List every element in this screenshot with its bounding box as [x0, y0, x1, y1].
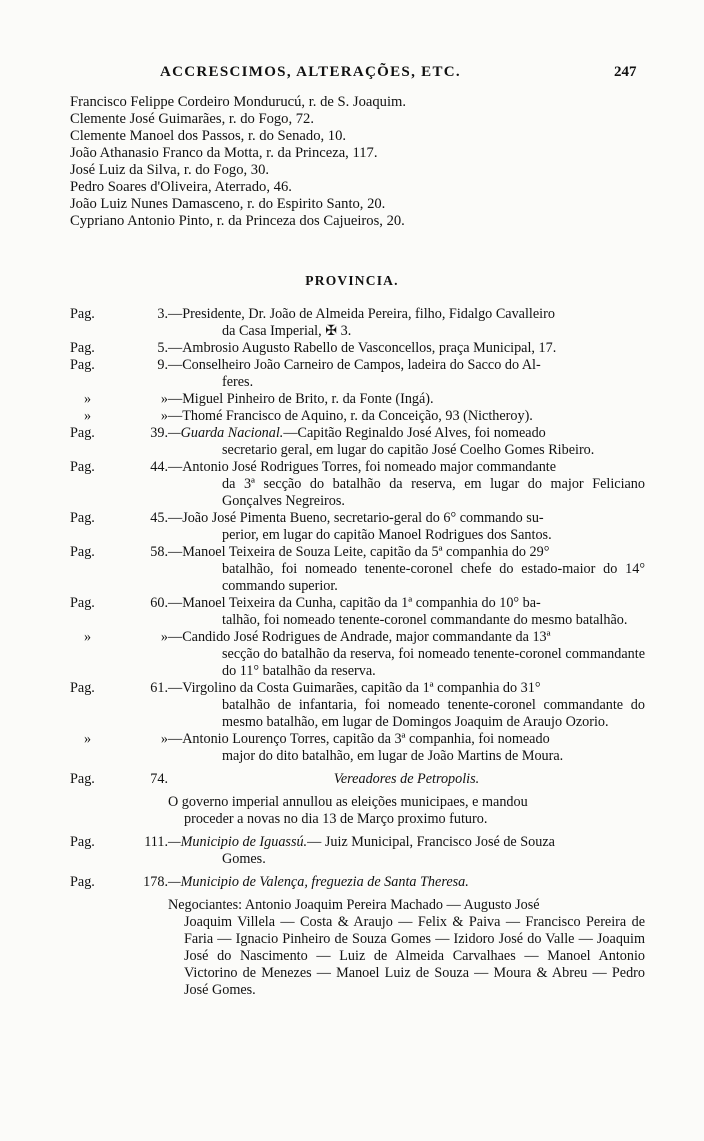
entry-number: 61. — [150, 680, 168, 696]
entry-number: 3. — [157, 306, 168, 322]
entry-text: — Juiz Municipal, Francisco José de Souza — [307, 834, 555, 850]
entry — [70, 306, 645, 340]
entry-ref: Pag. — [70, 834, 95, 850]
entry-text: —Capitão Reginaldo José Alves, foi nomeado — [283, 425, 546, 441]
page-header — [0, 64, 704, 88]
entry-number: 5. — [157, 340, 168, 356]
list-item: Francisco Felippe Cordeiro Mondurucú, r. de S. Joaquim. — [70, 94, 407, 110]
list-item: Clemente José Guimarães, r. do Fogo, 72. — [70, 111, 315, 127]
entry-iguassu — [70, 834, 645, 868]
entry-text-cont: feres. — [222, 374, 254, 390]
entry-number: » — [160, 391, 168, 407]
entry-text-cont: secretario geral, em lugar do capitão José Coelho Gomes Ribeiro. — [222, 442, 595, 458]
entry-number: 44. — [150, 459, 168, 475]
entry-number: » — [160, 629, 168, 645]
entry-text-cont: talhão, foi nomeado tenente-coronel commandante do mesmo batalhão. — [222, 612, 628, 628]
entry-number: 45. — [150, 510, 168, 526]
entry-ref: Pag. — [70, 306, 95, 322]
entry-ref: » — [84, 629, 92, 645]
entry-text: —Virgolino da Costa Guimarães, capitão da 1ª companhia do 31° — [168, 680, 541, 696]
provincia-entries — [70, 306, 645, 999]
entry-ref: » — [84, 408, 92, 424]
entry — [70, 340, 645, 357]
entry-text-cont: proceder a novas no dia 13 de Março proximo futuro. — [184, 811, 488, 827]
entry-text-cont: da Casa Imperial, ✠ 3. — [222, 323, 352, 339]
entry-text: —Thomé Francisco de Aquino, r. da Conceição, 93 (Nictheroy). — [168, 408, 533, 424]
entry-text: —Ambrosio Augusto Rabello de Vasconcellos, praça Municipal, 17. — [168, 340, 557, 356]
entry-text-cont: perior, em lugar do capitão Manoel Rodrigues dos Santos. — [222, 527, 552, 543]
list-item: Clemente Manoel dos Passos, r. do Senado, 10. — [70, 128, 347, 144]
entry-text-cont: batalhão de infantaria, foi nomeado tenente-coronel commandante do mesmo batalhão, em lugar de Domingos Joaquim de Araujo Ozorio. — [222, 697, 645, 730]
entry-text-cont: Gomes. — [222, 851, 266, 867]
names-list — [70, 94, 650, 230]
entry — [70, 680, 645, 731]
entry-number: 74. — [150, 771, 168, 787]
entry-ref: Pag. — [70, 357, 95, 373]
entry-text-cont: batalhão, foi nomeado tenente-coronel chefe do estado-maior do 14° commando superior. — [222, 561, 645, 594]
page-number: 247 — [614, 64, 637, 80]
entry-vereadores — [70, 771, 645, 788]
entry-text-cont: major do dito batalhão, em lugar de João Martins de Moura. — [222, 748, 564, 764]
list-item: João Athanasio Franco da Motta, r. da Princeza, 117. — [70, 145, 378, 161]
entry-number: » — [160, 731, 168, 747]
entry-text: —João José Pimenta Bueno, secretario-geral do 6° commando su- — [168, 510, 544, 526]
entry — [70, 391, 645, 408]
entry-heading: —Guarda Nacional. — [168, 425, 284, 441]
entry-valenca — [70, 874, 645, 891]
entry-heading: Vereadores de Petropolis. — [333, 771, 480, 787]
entry-ref: Pag. — [70, 544, 95, 560]
entry-text: —Candido José Rodrigues de Andrade, major commandante da 13ª — [168, 629, 551, 645]
entry-ref: Pag. — [70, 874, 95, 890]
entry-text-cont: da 3ª secção do batalhão da reserva, em lugar do major Feliciano Gonçalves Negreiros. — [222, 476, 645, 509]
entry — [70, 544, 645, 595]
entry-text: —Miguel Pinheiro de Brito, r. da Fonte (Ingá). — [168, 391, 434, 407]
entry-text: —Antonio José Rodrigues Torres, foi nomeado major commandante — [168, 459, 557, 475]
entry — [70, 425, 645, 459]
entry — [70, 357, 645, 391]
entry-text-cont: Joaquim Villela — Costa & Araujo — Felix & Paiva — Francisco Pereira de Faria — Ignacio Pinheiro de Souza Gomes — Izidoro José do Valle — Joaquim José do Nascimento — Luiz de Almeida Carvalhaes — Manoel Antonio Victorino de Menezes — Manoel Luiz de Souza — Moura & Abreu — Pedro José Gomes. — [184, 914, 645, 998]
entry-text: O governo imperial annullou as eleições municipaes, e mandou — [168, 794, 528, 810]
entry-ref: » — [84, 731, 92, 747]
entry-heading: —Municipio de Iguassú. — [168, 834, 308, 850]
running-title: ACCRESCIMOS, ALTERAÇÕES, ETC. — [160, 64, 461, 80]
entry-ref: Pag. — [70, 771, 95, 787]
entry — [70, 595, 645, 629]
list-item: Cypriano Antonio Pinto, r. da Princeza dos Cajueiros, 20. — [70, 213, 405, 229]
list-item: José Luiz da Silva, r. do Fogo, 30. — [70, 162, 270, 178]
entry — [70, 459, 645, 510]
entry-text: —Conselheiro João Carneiro de Campos, ladeira do Sacco do Al- — [168, 357, 541, 373]
entry-number: 178. — [143, 874, 168, 890]
entry-ref: Pag. — [70, 425, 95, 441]
list-item: Pedro Soares d'Oliveira, Aterrado, 46. — [70, 179, 292, 195]
entry-ref: » — [84, 391, 92, 407]
entry-number: 111. — [144, 834, 168, 850]
section-heading: PROVINCIA. — [305, 273, 399, 288]
entry-ref: Pag. — [70, 510, 95, 526]
entry-number: 9. — [157, 357, 168, 373]
entry — [70, 510, 645, 544]
entry-heading: —Municipio de Valença, freguezia de Santa Theresa. — [168, 874, 469, 890]
entry-ref: Pag. — [70, 459, 95, 475]
entry-number: 60. — [150, 595, 168, 611]
entry-number: 39. — [150, 425, 168, 441]
list-item: João Luiz Nunes Damasceno, r. do Espirito Santo, 20. — [70, 196, 386, 212]
entry — [70, 408, 645, 425]
entry — [70, 731, 645, 765]
entry-ref: Pag. — [70, 340, 95, 356]
entry-number: 58. — [150, 544, 168, 560]
entry-text: —Antonio Lourenço Torres, capitão da 3ª companhia, foi nomeado — [168, 731, 550, 747]
entry-text: Negociantes: Antonio Joaquim Pereira Machado — Augusto José — [168, 897, 540, 913]
entry-text: —Presidente, Dr. João de Almeida Pereira, filho, Fidalgo Cavalleiro — [168, 306, 555, 322]
entry-ref: Pag. — [70, 680, 95, 696]
entry-ref: Pag. — [70, 595, 95, 611]
entry-number: » — [160, 408, 168, 424]
entry-text: —Manoel Teixeira da Cunha, capitão da 1ª companhia do 10° ba- — [168, 595, 541, 611]
entry-text-cont: secção do batalhão da reserva, foi nomeado tenente-coronel commandante do 11° batalhão da reserva. — [222, 646, 645, 679]
entry — [70, 629, 645, 680]
entry-text: —Manoel Teixeira de Souza Leite, capitão da 5ª companhia do 29° — [168, 544, 550, 560]
